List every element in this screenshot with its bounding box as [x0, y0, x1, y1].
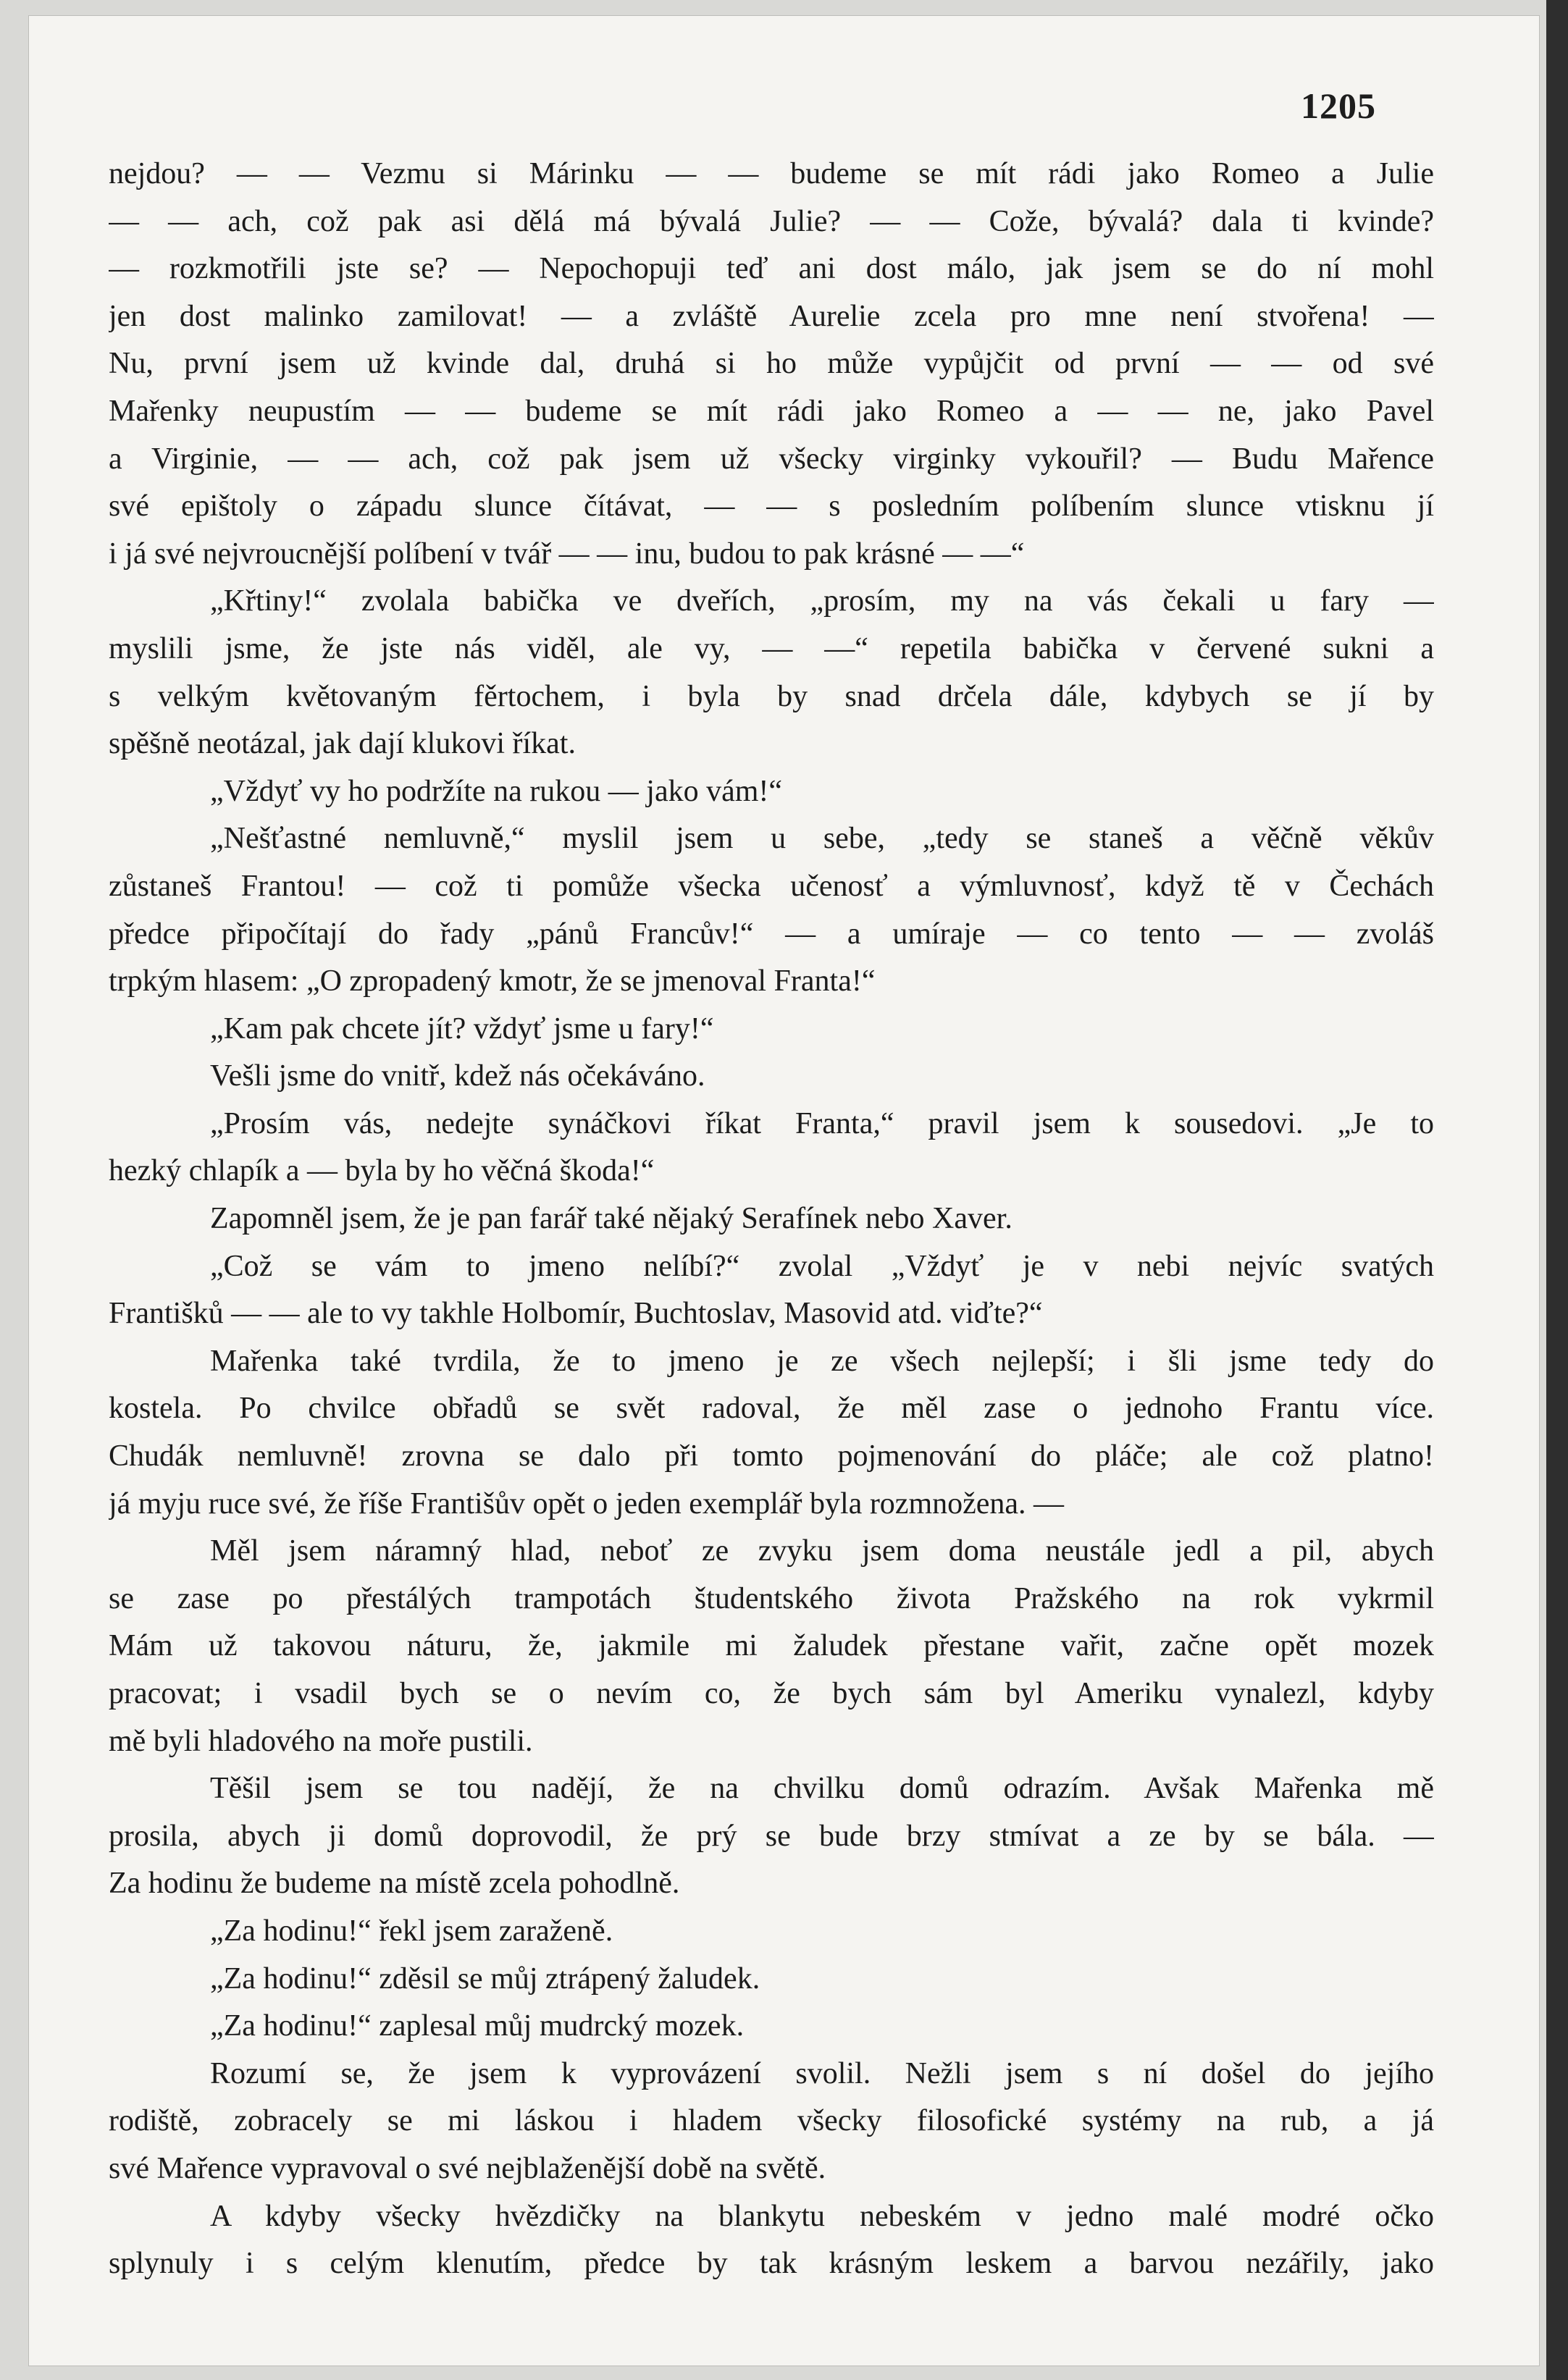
text-line: rodiště, zobracely se mi láskou i hladem všecky filosofické systémy na rub, a já: [109, 2104, 1434, 2138]
text-line: Nu, první jsem už kvinde dal, druhá si ho může vypůjčit od první — — od své: [109, 347, 1434, 381]
text-line: A kdyby všecky hvězdičky na blankytu nebeském v jedno malé modré očko: [210, 2199, 1434, 2233]
text-line: spěšně neotázal, jak dají klukovi říkat.: [109, 727, 576, 761]
text-line: Františků — — ale to vy takhle Holbomír, Buchtoslav, Masovid atd. viďte?“: [109, 1297, 1043, 1331]
text-line: Chudák nemluvně! zrovna se dalo při tomto pojmenování do pláče; ale což platno!: [109, 1439, 1434, 1473]
text-line: Těšil jsem se tou nadějí, že na chvilku domů odrazím. Avšak Mařenka mě: [210, 1772, 1434, 1806]
text-line: se zase po přestálých trampotách študentského života Pražského na rok vykrmil: [109, 1581, 1434, 1615]
text-line: své epištoly o západu slunce čítávat, — — s posledním políbením slunce vtisknu jí: [109, 489, 1434, 523]
text-line: pracovat; i vsadil bych se o nevím co, že bych sám byl Ameriku vynalezl, kdyby: [109, 1677, 1434, 1710]
text-line: — rozkmotřili jste se? — Nepochopuji teď ani dost málo, jak jsem se do ní mohl: [109, 252, 1434, 286]
text-line: „Kam pak chcete jít? vždyť jsme u fary!“: [210, 1012, 714, 1046]
text-line: Vešli jsme do vnitř, kdež nás očekáváno.: [210, 1059, 705, 1093]
text-line: „Křtiny!“ zvolala babička ve dveřích, „prosím, my na vás čekali u fary —: [210, 584, 1434, 618]
text-line: prosila, abych ji domů doprovodil, že prý se bude brzy stmívat a ze by se bála. —: [109, 1819, 1434, 1853]
text-line: Mařenky neupustím — — budeme se mít rádi jako Romeo a — — ne, jako Pavel: [109, 394, 1434, 428]
text-line: i já své nejvroucnější políbení v tvář — — inu, budou to pak krásné — —“: [109, 537, 1025, 571]
text-line: — — ach, což pak asi dělá má bývalá Julie? — — Cože, bývalá? dala ti kvinde?: [109, 204, 1434, 238]
text-line: hezký chlapík a — byla by ho věčná škoda!“: [109, 1154, 655, 1188]
text-line: „Za hodinu!“ zděsil se můj ztrápený žaludek.: [210, 1961, 760, 1996]
page-number: 1205: [1301, 85, 1376, 126]
book-spine-edge: [1546, 0, 1568, 2380]
body-text: [109, 151, 1434, 2288]
text-line: Mařenka také tvrdila, že to jmeno je ze všech nejlepší; i šli jsme tedy do: [210, 1344, 1434, 1378]
text-line: Za hodinu že budeme na místě zcela pohodlně.: [109, 1867, 680, 1901]
text-line: „Vždyť vy ho podržíte na rukou — jako vám!“: [210, 774, 783, 808]
text-line: Zapomněl jsem, že je pan farář také nějaký Serafínek nebo Xaver.: [210, 1202, 1013, 1236]
text-line: mě byli hladového na moře pustili.: [109, 1724, 533, 1758]
text-line: zůstaneš Frantou! — což ti pomůže všecka učenosť a výmluvnosť, když tě v Čechách: [109, 869, 1434, 903]
text-line: předce připočítají do řady „pánů Francův!“ — a umíraje — co tento — — zvoláš: [109, 917, 1434, 951]
text-line: Měl jsem náramný hlad, neboť ze zvyku jsem doma neustále jedl a pil, abych: [210, 1534, 1434, 1568]
text-line: splynuly i s celým klenutím, předce by tak krásným leskem a barvou nezářily, jako: [109, 2247, 1434, 2281]
text-line: „Což se vám to jmeno nelíbí?“ zvolal „Vždyť je v nebi nejvíc svatých: [210, 1249, 1434, 1283]
text-line: myslili jsme, že jste nás viděl, ale vy, — —“ repetila babička v červené sukni a: [109, 631, 1434, 665]
text-line: „Nešťastné nemluvně,“ myslil jsem u sebe, „tedy se staneš a věčně věkův: [210, 822, 1434, 856]
text-line: a Virginie, — — ach, což pak jsem už všecky virginky vykouřil? — Budu Mařence: [109, 442, 1434, 476]
text-line: Mám už takovou náturu, že, jakmile mi žaludek přestane vařit, začne opět mozek: [109, 1629, 1434, 1663]
text-line: kostela. Po chvilce obřadů se svět radoval, že měl zase o jednoho Frantu více.: [109, 1392, 1434, 1426]
text-line: „Prosím vás, nedejte synáčkovi říkat Franta,“ pravil jsem k sousedovi. „Je to: [210, 1106, 1434, 1140]
text-line: „Za hodinu!“ řekl jsem zaraženě.: [210, 1914, 613, 1948]
text-line: „Za hodinu!“ zaplesal můj mudrcký mozek.: [210, 2009, 745, 2043]
text-line: nejdou? — — Vezmu si Márinku — — budeme se mít rádi jako Romeo a Julie: [109, 157, 1434, 190]
text-line: trpkým hlasem: „O zpropadený kmotr, že se jmenoval Franta!“: [109, 964, 876, 998]
book-page: [29, 16, 1539, 2366]
text-line: Rozumí se, že jsem k vyprovázení svolil. Nežli jsem s ní došel do jejího: [210, 2056, 1434, 2090]
text-line: své Mařence vypravoval o své nejblaženější době na světě.: [109, 2151, 826, 2185]
text-line: já myju ruce své, že říše Františův opět o jeden exemplář byla rozmnožena. —: [109, 1487, 1065, 1521]
text-line: jen dost malinko zamilovat! — a zvláště Aurelie zcela pro mne není stvořena! —: [109, 299, 1434, 333]
text-line: s velkým květovaným fěrtochem, i byla by snad drčela dále, kdybych se jí by: [109, 679, 1434, 713]
